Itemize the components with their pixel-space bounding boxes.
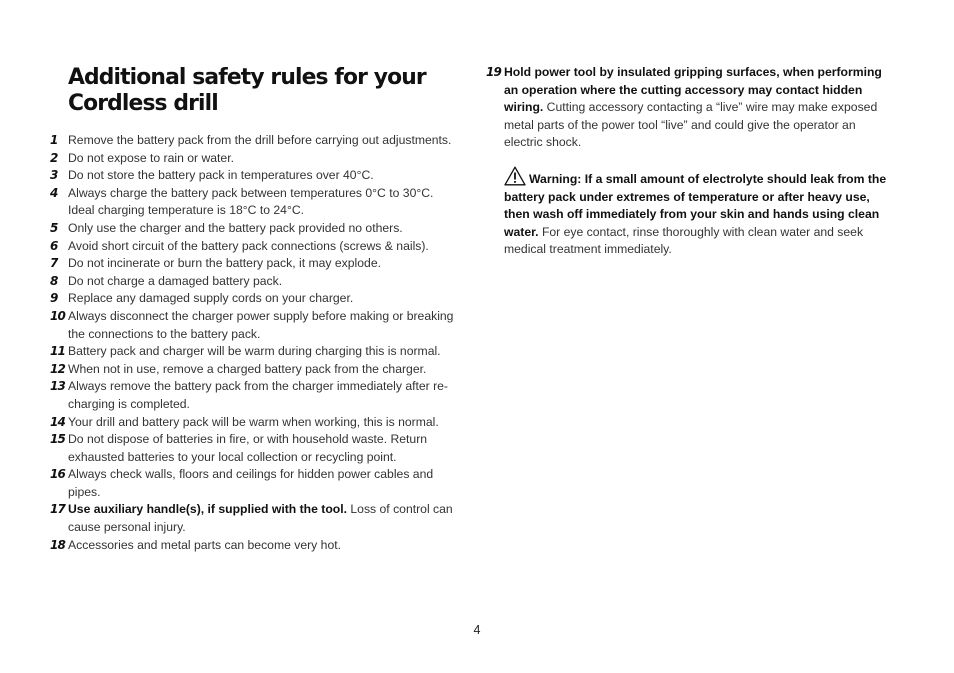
rule-item	[50, 132, 460, 150]
rule-item	[50, 537, 460, 555]
rule-text: Replace any damaged supply cords on your charger.	[68, 291, 354, 306]
page-number: 4	[473, 623, 481, 637]
title-line-1: Additional safety rules for your	[68, 64, 426, 90]
rule-number: 14	[50, 414, 66, 429]
rule-number: 1	[50, 133, 58, 147]
rule-number: 6	[50, 238, 58, 253]
rule-text: Do not store the battery pack in temperatures over 40°C.	[68, 168, 374, 183]
rule-number: 2	[50, 150, 58, 165]
rule-number: 18	[50, 537, 66, 552]
rule-item	[50, 150, 460, 168]
rule-item	[50, 220, 460, 238]
rule-text: When not in use, remove a charged battery pack from the charger.	[68, 361, 427, 376]
electrolyte-warning	[504, 166, 892, 259]
rule-text: Only use the charger and the battery pack provided no others.	[68, 220, 403, 235]
rule-item	[50, 308, 460, 343]
rule-text: Remove the battery pack from the drill before carrying out adjustments.	[68, 133, 452, 147]
rule-text: Avoid short circuit of the battery pack connections (screws & nails).	[68, 238, 429, 253]
rule-number: 12	[50, 361, 66, 376]
rule-item	[50, 273, 460, 291]
rule-item	[50, 414, 460, 432]
rule-text: Always check walls, floors and ceilings for hidden power cables and pipes.	[68, 467, 434, 499]
rule-text: Battery pack and charger will be warm during charging this is normal.	[68, 344, 441, 359]
rule-number: 7	[50, 256, 58, 271]
rule-number: 13	[50, 379, 66, 394]
rule-bold-text: Hold power tool by insulated gripping surfaces, when performing an operation where the cutting accessory may contact hidden wiring.	[504, 65, 882, 115]
rule-text: Do not expose to rain or water.	[68, 150, 234, 165]
warning-text: For eye contact, rinse thoroughly with clean water and seek medical treatment immediately.	[504, 224, 864, 257]
rule-text: Your drill and battery pack will be warm when working, this is normal.	[68, 414, 439, 429]
rule-number: 9	[50, 291, 58, 306]
safety-rules-list	[50, 132, 460, 554]
rule-item	[50, 255, 460, 273]
page-title	[68, 64, 446, 116]
rule-number: 11	[50, 344, 66, 359]
rule-number: 8	[50, 273, 58, 288]
rule-item	[50, 343, 460, 361]
rule-number: 5	[50, 220, 58, 235]
rule-number: 4	[50, 185, 58, 200]
rule-item	[50, 185, 460, 220]
rule-item	[50, 238, 460, 256]
rule-item	[50, 378, 460, 413]
rule-number: 15	[50, 432, 66, 447]
rule-item	[50, 167, 460, 185]
rule-item	[50, 431, 460, 466]
warning-bold-text: Warning: If a small amount of electrolyte should leak from the battery pack under extremes of temperature or after heavy use, then wash off immediately from your skin and hands using clean water.	[504, 172, 887, 239]
safety-rules-list-continued	[486, 64, 891, 152]
rule-number: 10	[50, 308, 66, 323]
rule-text: Always disconnect the charger power supply before making or breaking the connections to the battery pack.	[68, 308, 454, 341]
rule-item	[50, 466, 460, 501]
rule-bold-text: Use auxiliary handle(s), if supplied with the tool.	[68, 502, 347, 517]
rule-number: 3	[50, 168, 58, 183]
rule-number: 17	[50, 502, 66, 517]
rule-text: Cutting accessory contacting a “live” wire may make exposed metal parts of the power tool “live” and could give the operator an electric shock.	[504, 100, 878, 150]
rule-item	[486, 64, 891, 152]
rule-text: Accessories and metal parts can become very hot.	[68, 537, 341, 552]
rule-text: Do not charge a damaged battery pack.	[68, 273, 283, 288]
rule-text: Loss of control can cause personal injury.	[68, 502, 453, 535]
rule-item	[50, 290, 460, 308]
rule-text: Do not dispose of batteries in fire, or with household waste. Return exhausted batteries to your local collection or recycling point.	[68, 432, 428, 464]
title-line-2: Cordless drill	[68, 90, 218, 116]
warning-triangle-icon	[504, 166, 526, 186]
rule-text: Always charge the battery pack between temperatures 0°C to 30°C. Ideal charging temperature is 18°C to 24°C.	[68, 185, 434, 218]
rule-item	[50, 501, 460, 536]
rule-text: Do not incinerate or burn the battery pack, it may explode.	[68, 256, 381, 271]
rule-number: 16	[50, 467, 66, 482]
rule-text: Always remove the battery pack from the charger immediately after re-charging is completed.	[68, 379, 448, 411]
rule-number: 19	[486, 65, 502, 79]
rule-item	[50, 361, 460, 379]
